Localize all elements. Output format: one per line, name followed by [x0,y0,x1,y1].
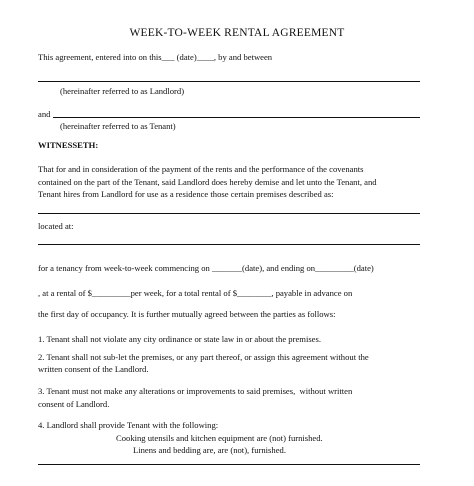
bottom-rule [38,464,420,465]
clause-3-line1: 3. Tenant must not make any alterations or improvements to said premises, without written [38,386,353,396]
para1-line2: contained on the part of the Tenant, said Landlord does hereby demise and let unto the Tenant, and [38,177,377,187]
landlord-ref: (hereinafter referred to as Landlord) [60,86,185,96]
clause-3-line2: consent of Landlord. [38,399,110,409]
clause-1: 1. Tenant shall not violate any city ordinance or state law in or about the premises. [38,334,321,344]
document-title: WEEK-TO-WEEK RENTAL AGREEMENT [129,27,345,39]
tenant-ref: (hereinafter referred to as Tenant) [60,121,176,131]
clause-4-linens: Linens and bedding are, are (not), furnished. [133,445,286,455]
rental-line: , at a rental of $_________per week, for a total rental of $________, payable in advance on [38,288,353,298]
clause-4: 4. Landlord shall provide Tenant with the following: [38,420,219,430]
landlord-name-rule [38,81,420,82]
para1-line3: Tenant hires from Landlord for use as a residence those certain premises described as: [38,189,334,199]
para1-line1: That for and in consideration of the payment of the rents and the performance of the covenants [38,164,364,174]
witnesseth-heading: WITNESSETH: [38,140,99,150]
tenancy-line: for a tenancy from week-to-week commencing on _______(date), and ending on_________(date) [38,263,374,273]
premises-rule [38,213,420,214]
located-at-label: located at: [38,221,74,231]
clause-2-line1: 2. Tenant shall not sub-let the premises, or any part thereof, or assign this agreement without the [38,352,369,362]
location-rule [38,244,420,245]
first-day-line: the first day of occupancy. It is further mutually agreed between the parties as follows: [38,309,336,319]
tenant-name-rule [53,117,420,118]
intro-line: This agreement, entered into on this___ (date)____, by and between [38,52,273,62]
clause-4-cooking: Cooking utensils and kitchen equipment are (not) furnished. [116,433,323,443]
clause-2-line2: written consent of the Landlord. [38,364,149,374]
and-word: and [38,109,51,119]
